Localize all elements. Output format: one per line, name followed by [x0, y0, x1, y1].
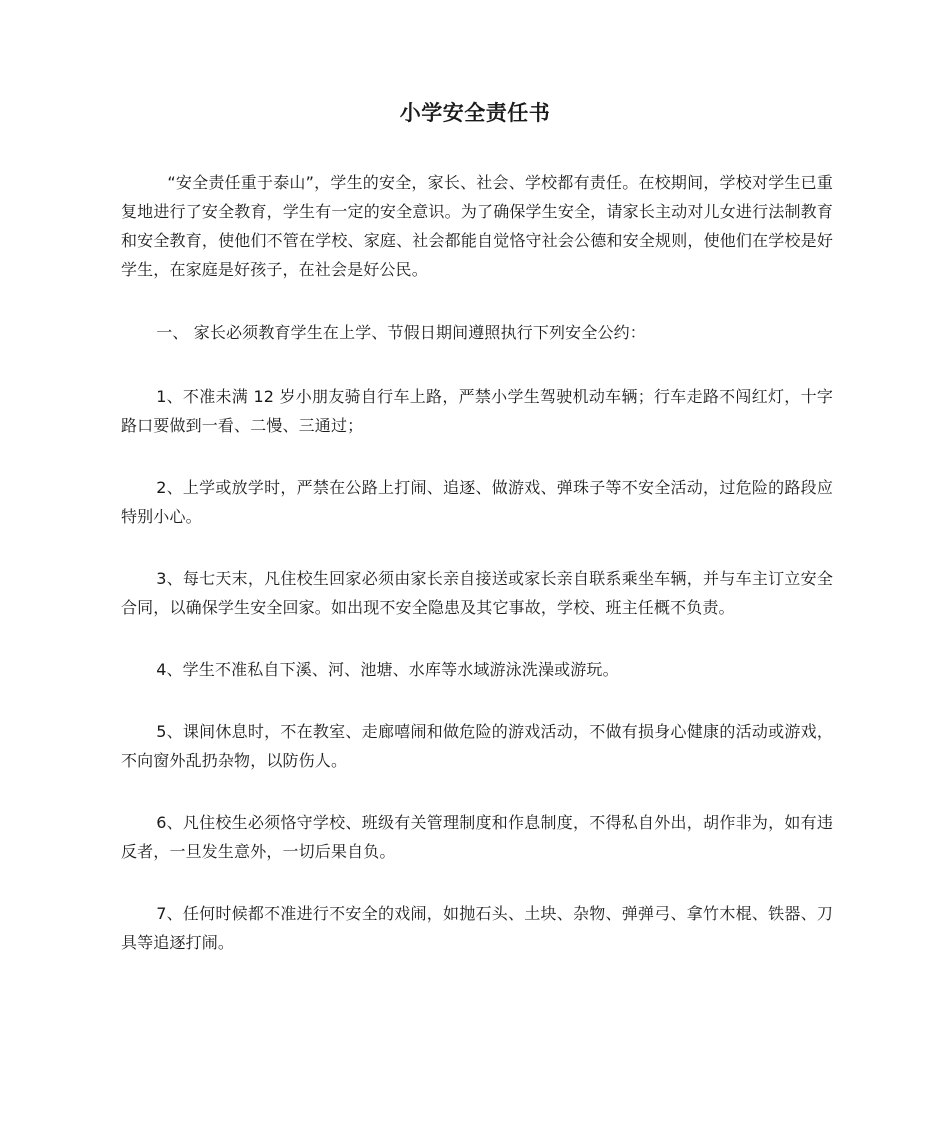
rule-item-2: 2、上学或放学时，严禁在公路上打闹、追逐、做游戏、弹珠子等不安全活动，过危险的路段应特别小心。 — [121, 478, 833, 526]
section-heading: 一、 家长必须教育学生在上学、节假日期间遵照执行下列安全公约： — [156, 323, 646, 342]
document-body — [121, 168, 833, 990]
rule-item-1: 1、不准未满 12 岁小朋友骑自行车上路，严禁小学生驾驶机动车辆；行车走路不闯红灯，十字路口要做到一看、二慢、三通过； — [121, 387, 833, 435]
rule-item-7: 7、任何时候都不准进行不安全的戏闹，如抛石头、土块、杂物、弹弹弓、拿竹木棍、铁器、刀具等追逐打闹。 — [121, 904, 833, 952]
rule-item-5: 5、课间休息时，不在教室、走廊嘻闹和做危险的游戏活动，不做有损身心健康的活动或游戏，不向窗外乱扔杂物，以防伤人。 — [121, 722, 833, 770]
intro-paragraph: “安全责任重于泰山”，学生的安全，家长、社会、学校都有责任。在校期间，学校对学生已重复地进行了安全教育，学生有一定的安全意识。为了确保学生安全，请家长主动对儿女进行法制教育和安全教育，使他们不管在学校、家庭、社会都能自觉恪守社会公德和安全规则，使他们在学校是好学生，在家庭是好孩子，在社会是好公民。 — [121, 173, 833, 279]
rule-item-3: 3、每七天末，凡住校生回家必须由家长亲自接送或家长亲自联系乘坐车辆，并与车主订立安全合同，以确保学生安全回家。如出现不安全隐患及其它事故，学校、班主任概不负责。 — [121, 569, 833, 617]
document-title: 小学安全责任书 — [399, 101, 551, 125]
rule-item-6: 6、凡住校生必须恪守学校、班级有关管理制度和作息制度，不得私自外出，胡作非为，如有违反者，一旦发生意外，一切后果自负。 — [121, 813, 833, 861]
rule-item-4: 4、学生不准私自下溪、河、池塘、水库等水域游泳洗澡或游玩。 — [156, 660, 619, 679]
